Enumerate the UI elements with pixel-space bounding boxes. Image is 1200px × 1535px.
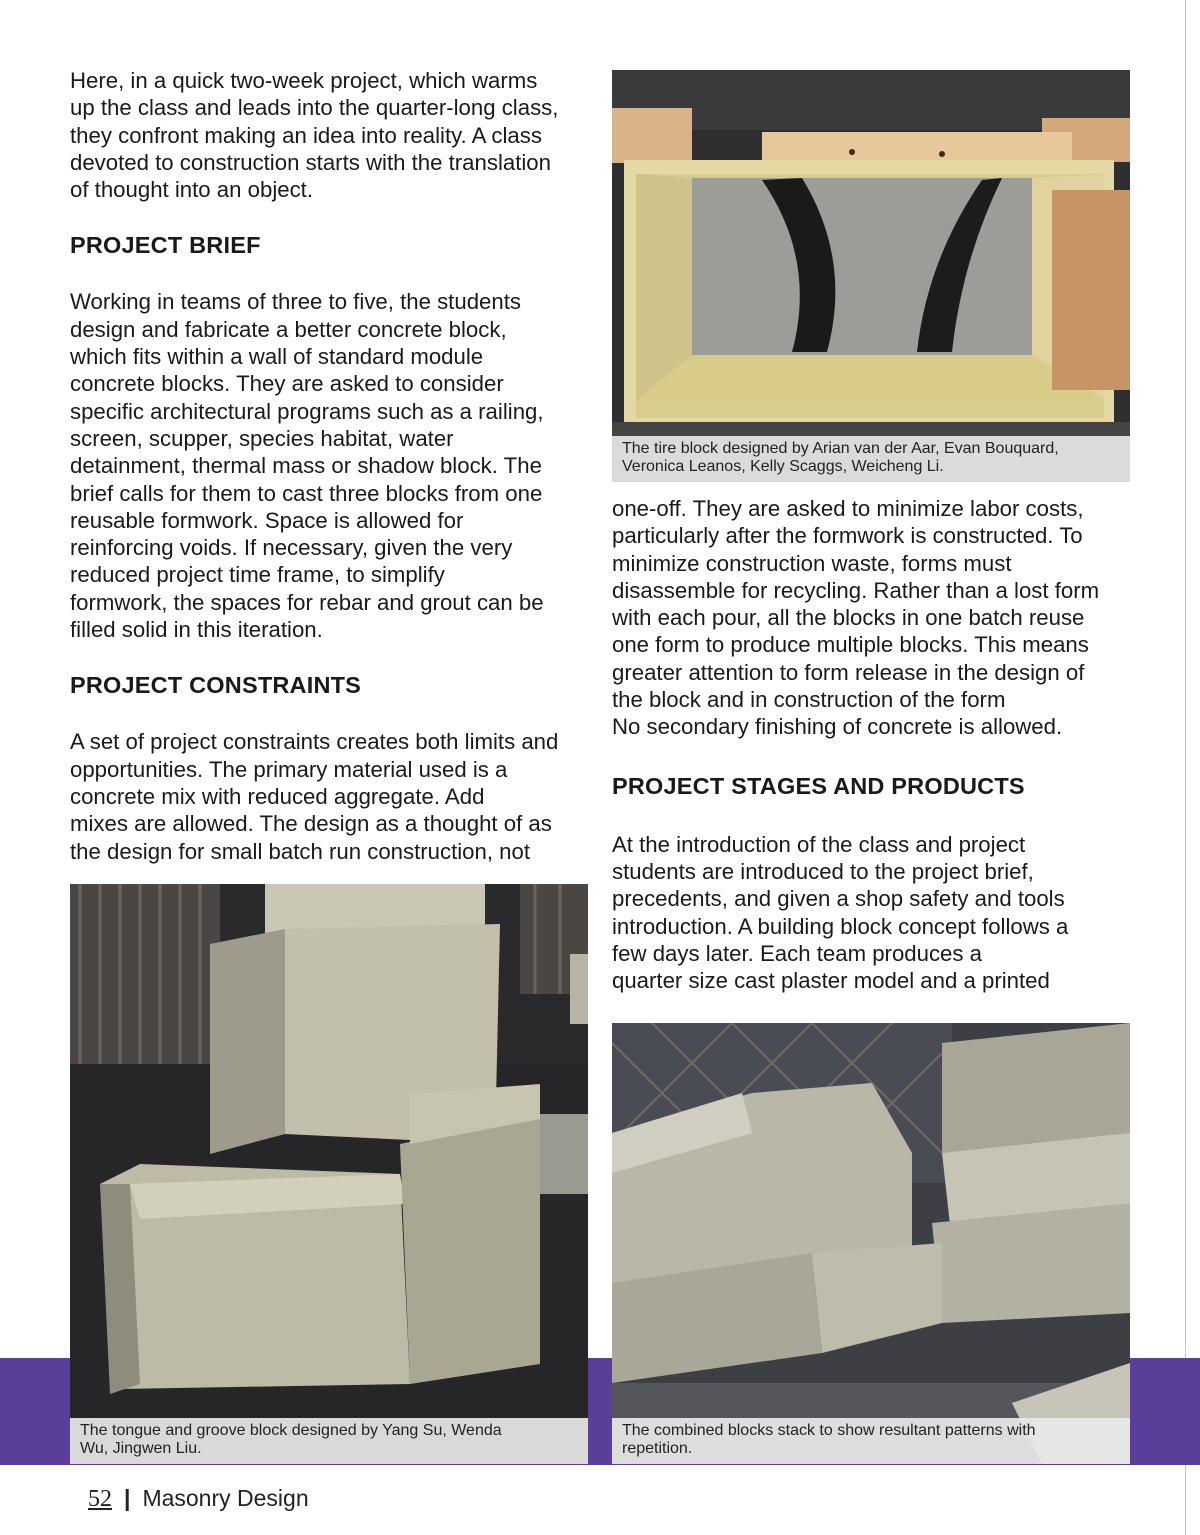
tongue-groove-caption: The tongue and groove block designed by Yang Su, Wenda Wu, Jingwen Liu. xyxy=(70,1418,588,1464)
project-brief-heading: PROJECT BRIEF xyxy=(70,232,261,259)
constraints-continuation-paragraph: one-off. They are asked to minimize labor costs, particularly after the formwork is constructed. To minimize construction waste, forms must disassemble for recycling. Rather than a lost form with each pour, all the blocks in one batch reuse one form to produce multiple blocks. This means greater attention to form release in the design of the block and in construction of the form No secondary finishing of concrete is allowed. xyxy=(612,496,1100,740)
project-constraints-paragraph: A set of project constraints creates both limits and opportunities. The primary material used is a concrete mix with reduced aggregate. Add mixes are allowed. The design as a thought of as the design for small batch run construction, not xyxy=(70,729,559,864)
combined-blocks-image xyxy=(612,1023,1130,1464)
footer-separator: | xyxy=(124,1485,131,1511)
tire-block-image xyxy=(612,70,1130,482)
intro-paragraph: Here, in a quick two-week project, which warms up the class and leads into the quarter-long class, they confront making an idea into reality. A class devoted to construction starts with the translation of thought into an object. xyxy=(70,68,559,203)
project-stages-paragraph: At the introduction of the class and project students are introduced to the project brief, precedents, and given a shop safety and tools introduction. A building block concept follows a few days later. Each team produces a quarter size cast plaster model and a printed xyxy=(612,831,1069,994)
tongue-groove-photo xyxy=(70,884,588,1464)
right-column xyxy=(612,495,1142,994)
tire-block-photo xyxy=(612,70,1130,482)
page-number: 52 xyxy=(88,1486,112,1512)
tongue-groove-image xyxy=(70,884,588,1464)
combined-blocks-caption: The combined blocks stack to show resultant patterns with repetition. xyxy=(612,1418,1130,1464)
left-column xyxy=(70,67,595,865)
page-edge-rule xyxy=(1185,0,1186,1535)
combined-blocks-photo xyxy=(612,1023,1130,1464)
page-footer xyxy=(88,1484,309,1513)
tire-block-caption: The tire block designed by Arian van der Aar, Evan Bouquard, Veronica Leanos, Kelly Scaggs, Weicheng Li. xyxy=(612,436,1130,482)
footer-section-title: Masonry Design xyxy=(142,1485,309,1511)
project-stages-heading: PROJECT STAGES AND PRODUCTS xyxy=(612,772,1025,799)
project-brief-paragraph: Working in teams of three to five, the students design and fabricate a better concrete block, which fits within a wall of standard module concrete blocks. They are asked to consider specific architectural programs such as a railing, screen, scupper, species habitat, water detainment, thermal mass or shadow block. The brief calls for them to cast three blocks from one reusable formwork. Space is allowed for reinforcing voids. If necessary, given the very reduced project time frame, to simplify formwork, the spaces for rebar and grout can be filled solid in this iteration. xyxy=(70,289,544,643)
project-constraints-heading: PROJECT CONSTRAINTS xyxy=(70,672,362,699)
